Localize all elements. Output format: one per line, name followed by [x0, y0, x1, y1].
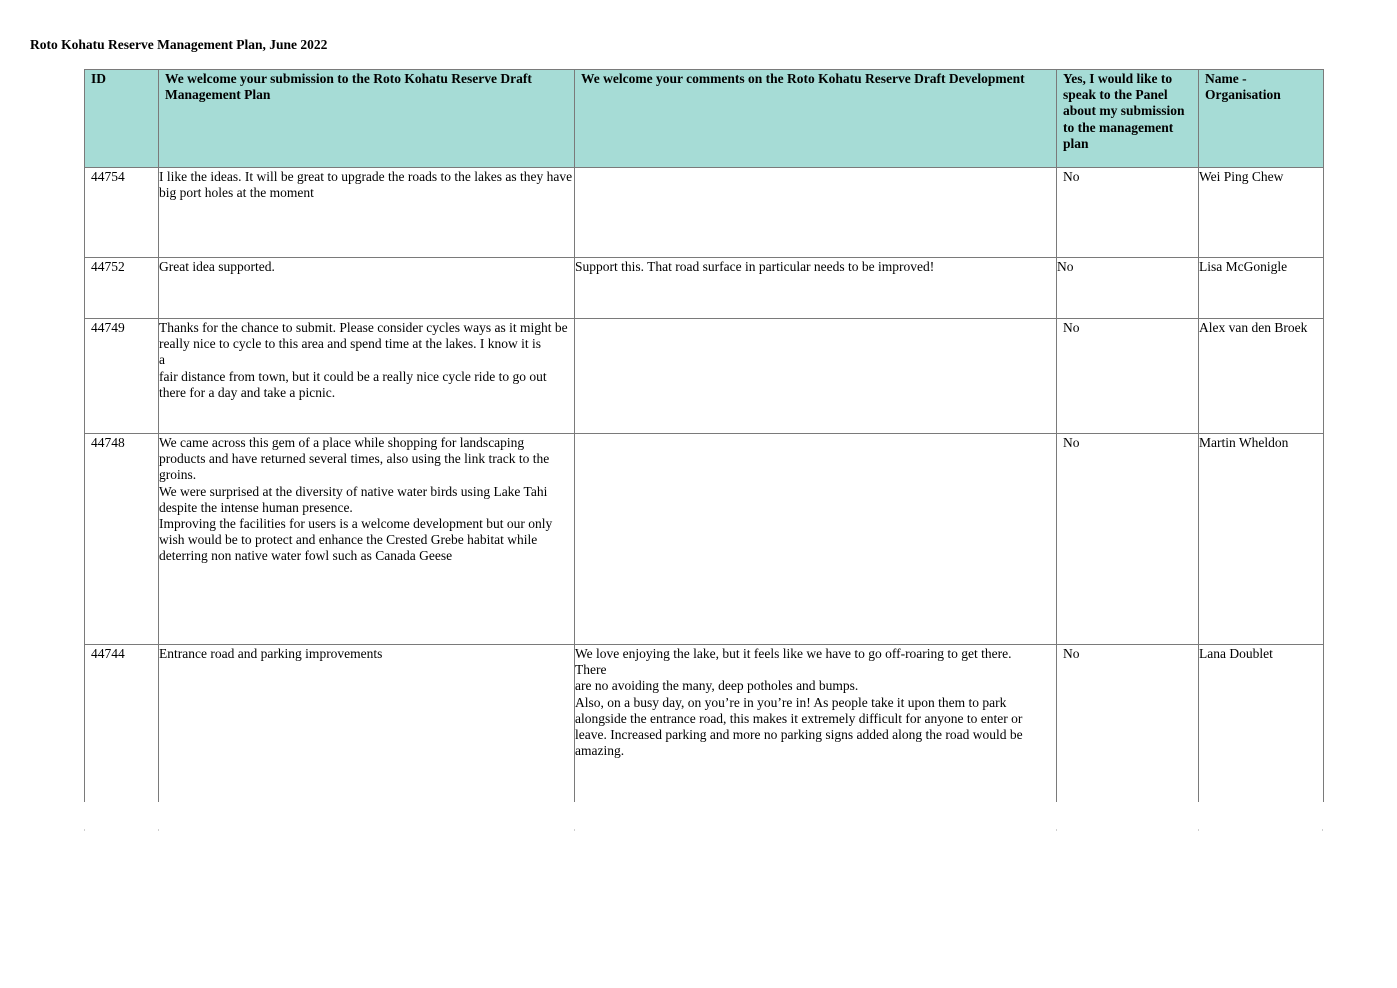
row-name: Wei Ping Chew: [1199, 168, 1324, 258]
row-id: 44752: [85, 258, 159, 319]
continuation-tick: [84, 829, 85, 831]
table-row: [85, 645, 1324, 802]
continuation-tick: [1322, 829, 1323, 831]
row-submission: Thanks for the chance to submit. Please consider cycles ways as it might be really nice to cycle to this area and spend time at the lakes. I know it is a fair distance from town, but it could be a really nice cycle ride to go out there for a day and take a picnic.: [159, 319, 575, 434]
row-submission: Entrance road and parking improvements: [159, 645, 575, 802]
row-speak: No: [1057, 168, 1199, 258]
row-comments: [575, 434, 1057, 645]
row-speak: No: [1057, 645, 1199, 802]
row-comments: [575, 319, 1057, 434]
submissions-table: [84, 69, 1324, 802]
table-row: [85, 434, 1324, 645]
table-continuation-marks: [84, 829, 1324, 831]
row-submission: We came across this gem of a place while shopping for landscaping products and have returned several times, also using the link track to the groins. We were surprised at the diversity of native water birds using Lake Tahi despite the intense human presence. Improving the facilities for users is a welcome development but our only wish would be to protect and enhance the Crested Grebe habitat while deterring non native water fowl such as Canada Geese: [159, 434, 575, 645]
continuation-tick: [1056, 829, 1057, 831]
header-submission: We welcome your submission to the Roto Kohatu Reserve Draft Management Plan: [159, 70, 575, 168]
header-speak: Yes, I would like to speak to the Panel about my submission to the management plan: [1057, 70, 1199, 168]
continuation-tick: [1198, 829, 1199, 831]
row-comments: We love enjoying the lake, but it feels like we have to go off-roaring to get there. There are no avoiding the many, deep potholes and bumps. Also, on a busy day, on you’re in you’re in! As people take it upon them to park alongside the entrance road, this makes it extremely difficult for anyone to enter or leave. Increased parking and more no parking signs added along the road would be amazing.: [575, 645, 1057, 802]
header-comments: We welcome your comments on the Roto Kohatu Reserve Draft Development: [575, 70, 1057, 168]
header-name-organisation: Name - Organisation: [1199, 70, 1324, 168]
row-speak: No: [1057, 258, 1199, 319]
row-id: 44748: [85, 434, 159, 645]
row-name: Alex van den Broek: [1199, 319, 1324, 434]
continuation-tick: [158, 829, 159, 831]
row-id: 44744: [85, 645, 159, 802]
table-row: [85, 258, 1324, 319]
table-header-row: [85, 70, 1324, 168]
row-speak: No: [1057, 319, 1199, 434]
row-comments: Support this. That road surface in particular needs to be improved!: [575, 258, 1057, 319]
row-speak: No: [1057, 434, 1199, 645]
row-name: Lisa McGonigle: [1199, 258, 1324, 319]
row-submission: I like the ideas. It will be great to upgrade the roads to the lakes as they have big port holes at the moment: [159, 168, 575, 258]
continuation-tick: [574, 829, 575, 831]
row-id: 44749: [85, 319, 159, 434]
row-submission: Great idea supported.: [159, 258, 575, 319]
row-id: 44754: [85, 168, 159, 258]
table-row: [85, 319, 1324, 434]
table-row: [85, 168, 1324, 258]
header-id: ID: [85, 70, 159, 168]
row-comments: [575, 168, 1057, 258]
row-name: Martin Wheldon: [1199, 434, 1324, 645]
document-title: Roto Kohatu Reserve Management Plan, June 2022: [30, 37, 328, 52]
row-name: Lana Doublet: [1199, 645, 1324, 802]
